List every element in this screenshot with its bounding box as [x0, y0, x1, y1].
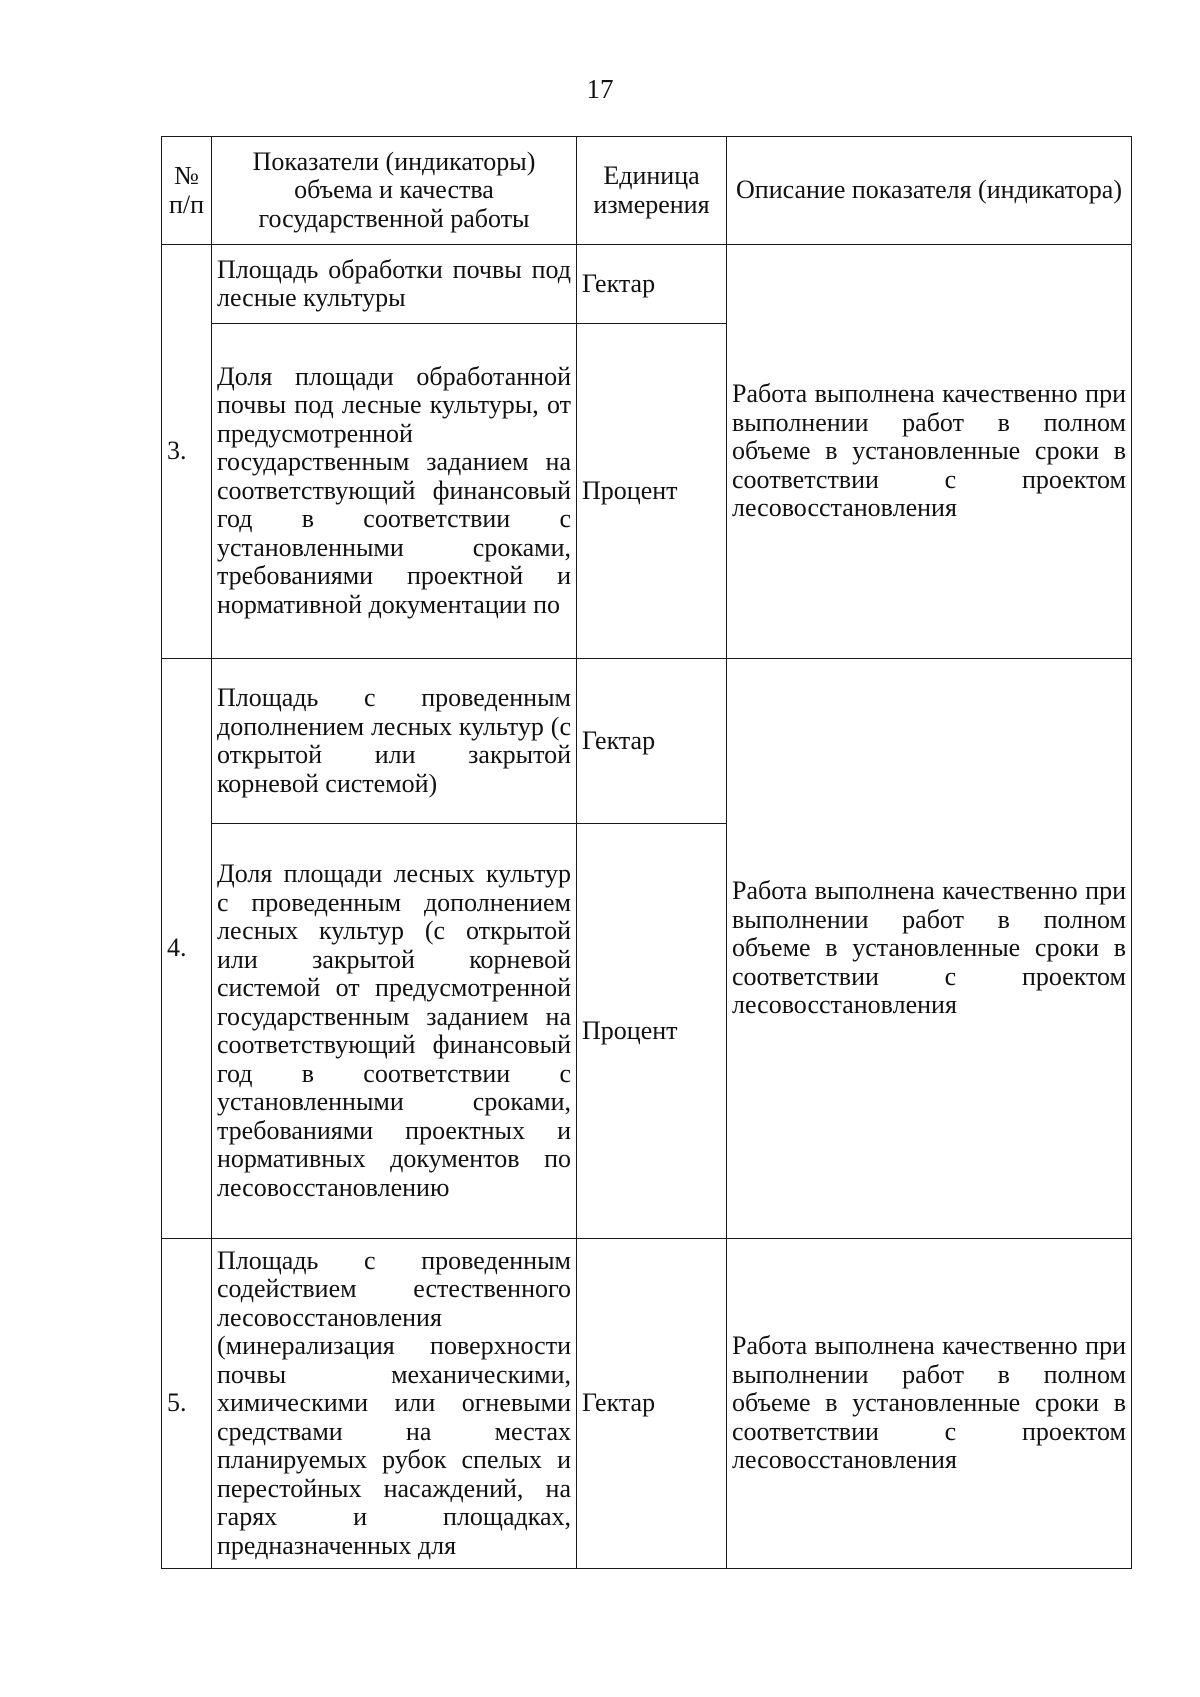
header-description: Описание показателя (индикатора) — [727, 137, 1132, 245]
header-indicator: Показатели (индикаторы) объема и качества государственной работы — [212, 137, 577, 245]
description-cell: Работа выполнена качественно при выполнении работ в полном объеме в установленные сроки в соответствии с проектом лесовосстановления — [727, 1239, 1132, 1569]
indicator-cell: Площадь с проведенным содействием естественного лесовосстановления (минерализация поверхности почвы механическими, химическими или огневыми средствами на местах планируемых рубок спелых и перестойных насаждений, на гарях и площадках, предназначенных для — [212, 1239, 577, 1569]
header-unit: Единица измерения — [577, 137, 727, 245]
indicator-cell: Доля площади обработанной почвы под лесные культуры, от предусмотренной государственным заданием на соответствующий финансовый год в соответствии с установленными сроками, требованиями проектной и нормативной документации по — [212, 324, 577, 659]
unit-cell: Гектар — [577, 245, 727, 324]
header-num: № п/п — [162, 137, 212, 245]
unit-cell: Процент — [577, 824, 727, 1239]
unit-cell: Гектар — [577, 659, 727, 824]
unit-cell: Процент — [577, 324, 727, 659]
row-number: 3. — [162, 245, 212, 659]
unit-cell: Гектар — [577, 1239, 727, 1569]
table-row — [162, 245, 1132, 324]
indicator-cell: Площадь с проведенным дополнением лесных культур (с открытой или закрытой корневой системой) — [212, 659, 577, 824]
indicators-table — [161, 136, 1132, 1569]
indicator-cell: Доля площади лесных культур с проведенным дополнением лесных культур (с открытой или закрытой корневой системой от предусмотренной государственным заданием на соответствующий финансовый год в соответствии с установленными сроками, требованиями проектных и нормативных документов по лесовосстановлению — [212, 824, 577, 1239]
table-row — [162, 1239, 1132, 1569]
page-number: 17 — [586, 74, 614, 104]
row-number: 4. — [162, 659, 212, 1239]
description-cell: Работа выполнена качественно при выполнении работ в полном объеме в установленные сроки в соответствии с проектом лесовосстановления — [727, 245, 1132, 659]
row-number: 5. — [162, 1239, 212, 1569]
description-cell: Работа выполнена качественно при выполнении работ в полном объеме в установленные сроки в соответствии с проектом лесовосстановления — [727, 659, 1132, 1239]
indicator-cell: Площадь обработки почвы под лесные культуры — [212, 245, 577, 324]
table-header-row — [162, 137, 1132, 245]
table-row — [162, 659, 1132, 824]
